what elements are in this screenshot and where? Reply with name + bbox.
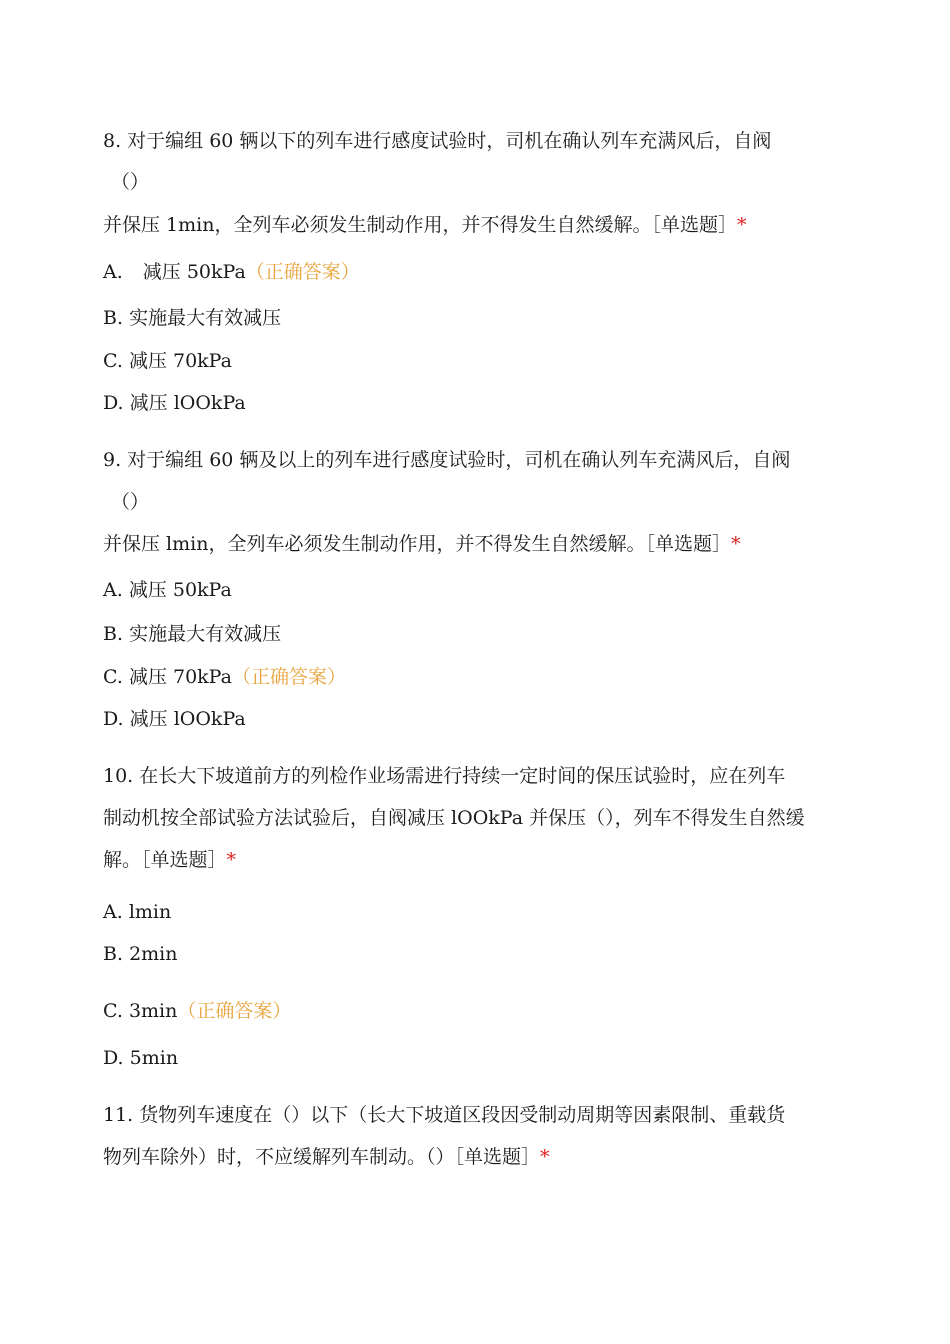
question-11-line-2: [103, 1145, 550, 1169]
question-10-line-3: [103, 848, 236, 872]
correct-answer-tag: （正确答案）: [231, 666, 346, 688]
required-star: *: [226, 849, 237, 871]
option-text: 减压 lOOkPa: [129, 708, 246, 730]
option-text: 5min: [129, 1047, 179, 1069]
question-8-line-3: [103, 213, 746, 237]
option-text: 减压 70kPa: [128, 350, 232, 372]
question-10-line-1: 10. 在长大下坡道前方的列检作业场需进行持续一定时间的保压试验时，应在列车: [103, 765, 786, 787]
question-9-option-c[interactable]: [103, 665, 346, 689]
option-label: A.: [103, 261, 123, 283]
option-label: D.: [103, 392, 124, 414]
question-10-option-c[interactable]: [103, 999, 291, 1023]
option-label: C.: [103, 350, 123, 372]
option-label: C.: [103, 1000, 123, 1022]
question-9-option-b[interactable]: [103, 622, 281, 646]
question-8-option-a[interactable]: [103, 260, 360, 284]
option-text: 实施最大有效减压: [129, 623, 282, 645]
question-10-option-d[interactable]: [103, 1046, 178, 1070]
option-label: D.: [103, 708, 124, 730]
correct-answer-tag: （正确答案）: [245, 261, 360, 283]
required-star: *: [736, 214, 747, 236]
option-label: B.: [103, 623, 124, 645]
question-8-option-b[interactable]: [103, 306, 281, 330]
question-9-line-1: 9. 对于编组 60 辆及以上的列车进行感度试验时，司机在确认列车充满风后，自阀: [103, 449, 791, 471]
question-9-line-2: （）: [111, 491, 150, 513]
question-8-line-2: （）: [111, 171, 150, 193]
option-text: 减压 lOOkPa: [129, 392, 246, 414]
question-8-text: 并保压 1min，全列车必须发生制动作用，并不得发生自然缓解。［单选题］: [103, 214, 737, 236]
question-9-text: 并保压 lmin，全列车必须发生制动作用，并不得发生自然缓解。［单选题］: [103, 533, 731, 555]
question-10-option-b[interactable]: [103, 942, 177, 966]
option-label: D.: [103, 1047, 124, 1069]
question-10-text: 解。［单选题］: [103, 849, 227, 871]
question-8-line-1: 8. 对于编组 60 辆以下的列车进行感度试验时，司机在确认列车充满风后，自阀: [103, 130, 772, 152]
question-9-option-a[interactable]: [103, 578, 232, 602]
option-label: B.: [103, 943, 124, 965]
option-text: 3min: [128, 1000, 178, 1022]
option-label: A.: [103, 901, 123, 923]
question-8-option-d[interactable]: [103, 391, 246, 415]
question-10-option-a[interactable]: [103, 900, 171, 924]
required-star: *: [540, 1146, 550, 1168]
option-text: 实施最大有效减压: [129, 307, 282, 329]
question-8-option-c[interactable]: [103, 349, 232, 373]
option-text: 减压 50kPa: [128, 579, 232, 601]
question-10-line-2: 制动机按全部试验方法试验后，自阀减压 lOOkPa 并保压（），列车不得发生自然缓: [103, 807, 805, 829]
option-label: C.: [103, 666, 123, 688]
option-text: 减压 70kPa: [128, 666, 232, 688]
option-text: 2min: [129, 943, 178, 965]
option-text: 减压 50kPa: [136, 261, 246, 283]
option-label: B.: [103, 307, 124, 329]
required-star: *: [730, 533, 741, 555]
correct-answer-tag: （正确答案）: [177, 1000, 292, 1022]
question-9-line-3: [103, 532, 740, 556]
question-11-text: 物列车除外）时，不应缓解列车制动。（）［单选题］: [103, 1146, 541, 1168]
question-9-option-d[interactable]: [103, 707, 246, 731]
option-text: lmin: [128, 901, 172, 923]
option-label: A.: [103, 579, 123, 601]
question-11-line-1: 11. 货物列车速度在（）以下（长大下坡道区段因受制动周期等因素限制、重载货: [103, 1104, 786, 1126]
